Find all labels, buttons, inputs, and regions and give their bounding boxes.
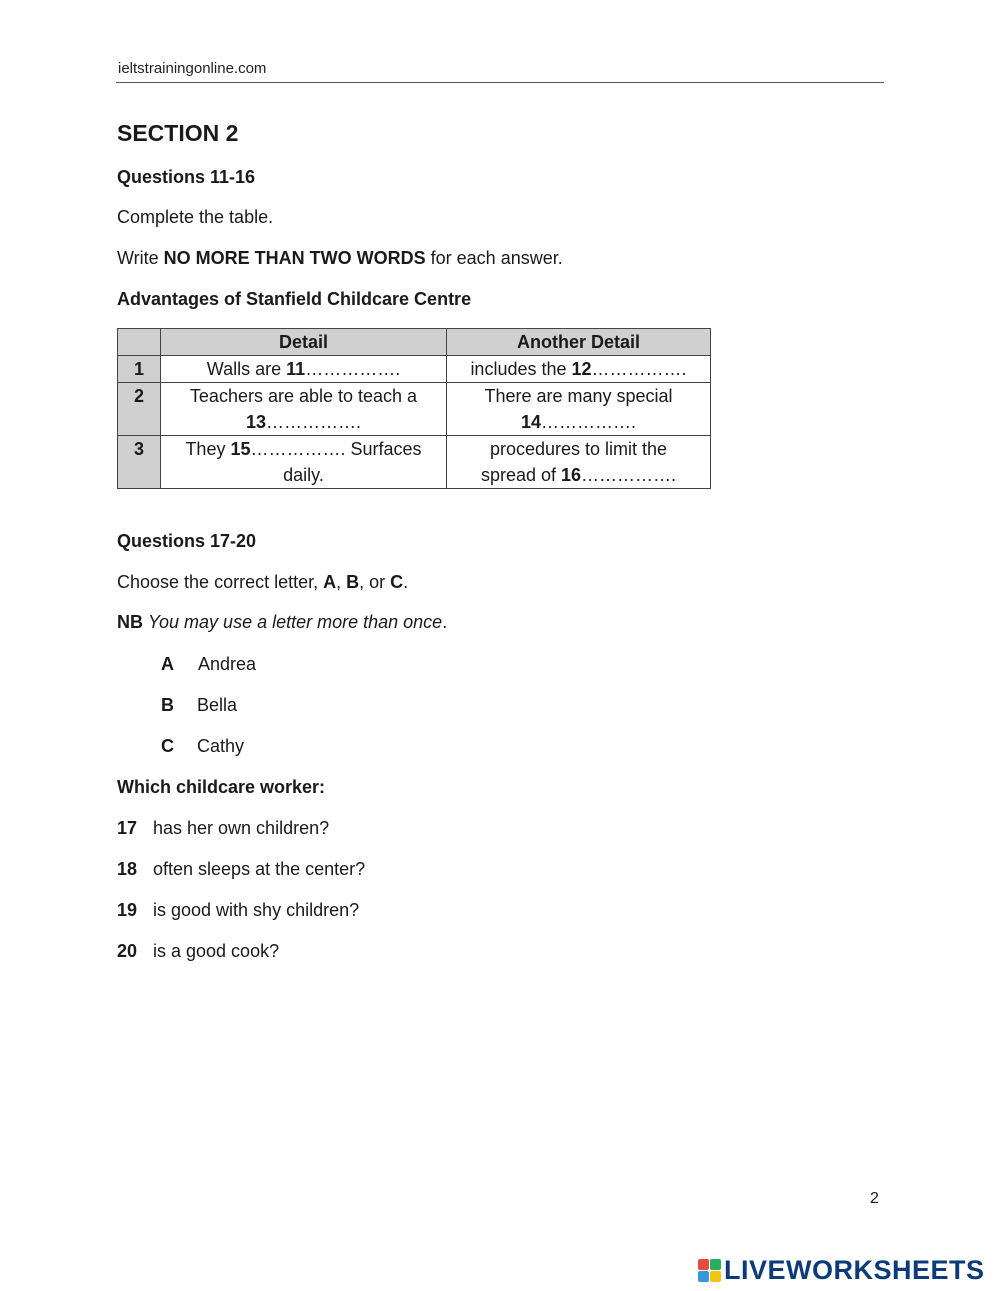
table-row [118,356,711,383]
answer-blank: ……………. [591,359,687,379]
question-prompt: Which childcare worker: [117,777,326,797]
instruction-complete-table: Complete the table. [117,207,274,227]
option-letter: A [161,654,174,674]
row-number: 3 [118,436,161,489]
word-limit-emphasis: NO MORE THAN TWO WORDS [163,248,426,268]
question-number: 16 [561,465,582,485]
table-header-row [118,329,711,356]
table-row [118,436,711,489]
option-name: Andrea [198,654,257,674]
liveworksheets-logo [698,1255,985,1286]
question-number: 15 [230,439,251,459]
detail-cell: Walls are 11……………. [161,356,447,383]
nb-note: NB You may use a letter more than once. [117,612,448,632]
nb-text: You may use a letter more than once [148,612,443,632]
another-detail-cell: procedures to limit the spread of 16……………. [447,436,711,489]
header-divider [116,82,884,83]
logo-text: LIVEWORKSHEETS [724,1255,985,1285]
detail-cell: Teachers are able to teach a 13……………. [161,383,447,436]
option-letter: C [161,736,174,756]
option-name: Cathy [197,736,245,756]
instruction-choose-letter: Choose the correct letter, A, B, or C. [117,572,409,592]
questions-11-16-heading: Questions 11-16 [117,167,256,187]
another-detail-cell: includes the 12……………. [447,356,711,383]
option-name: Bella [197,695,238,715]
page-number: 2 [870,1190,879,1207]
questions-17-20-heading: Questions 17-20 [117,531,257,551]
logo-block [698,1259,709,1270]
question-number: 11 [286,359,306,379]
option-letter: B [161,695,174,715]
question-number: 14 [520,412,541,432]
question-text: is a good cook? [153,941,280,961]
question-number: 19 [117,900,138,920]
answer-blank: ……………. Surfaces [250,439,422,459]
question-text: has her own children? [153,818,330,838]
table-header-num [118,329,161,356]
question-number: 13 [245,412,266,432]
table-header-another-detail: Another Detail [447,329,711,356]
row-number: 2 [118,383,161,436]
answer-blank: ……………. [266,412,362,432]
row-number: 1 [118,356,161,383]
logo-block [710,1271,721,1282]
table-header-detail: Detail [161,329,447,356]
advantages-table [117,328,711,489]
question-number: 12 [571,359,592,379]
question-number: 17 [117,818,138,838]
question-number: 18 [117,859,138,879]
answer-blank: ……………. [581,465,677,485]
section-title: SECTION 2 [117,120,239,146]
table-title: Advantages of Stanfield Childcare Centre [117,289,472,309]
logo-block [710,1259,721,1270]
another-detail-cell: There are many special 14……………. [447,383,711,436]
table-row [118,383,711,436]
site-url: ieltstrainingonline.com [118,60,267,77]
instruction-word-limit: Write NO MORE THAN TWO WORDS for each answer. [117,248,563,268]
answer-blank: ……………. [541,412,637,432]
question-text: often sleeps at the center? [153,859,366,879]
logo-block [698,1271,709,1282]
detail-cell: They 15……………. Surfaces daily. [161,436,447,489]
logo-mark-icon [698,1259,721,1282]
answer-blank: ……………. [305,359,401,379]
nb-label: NB [117,612,143,632]
question-number: 20 [117,941,138,961]
question-text: is good with shy children? [153,900,360,920]
